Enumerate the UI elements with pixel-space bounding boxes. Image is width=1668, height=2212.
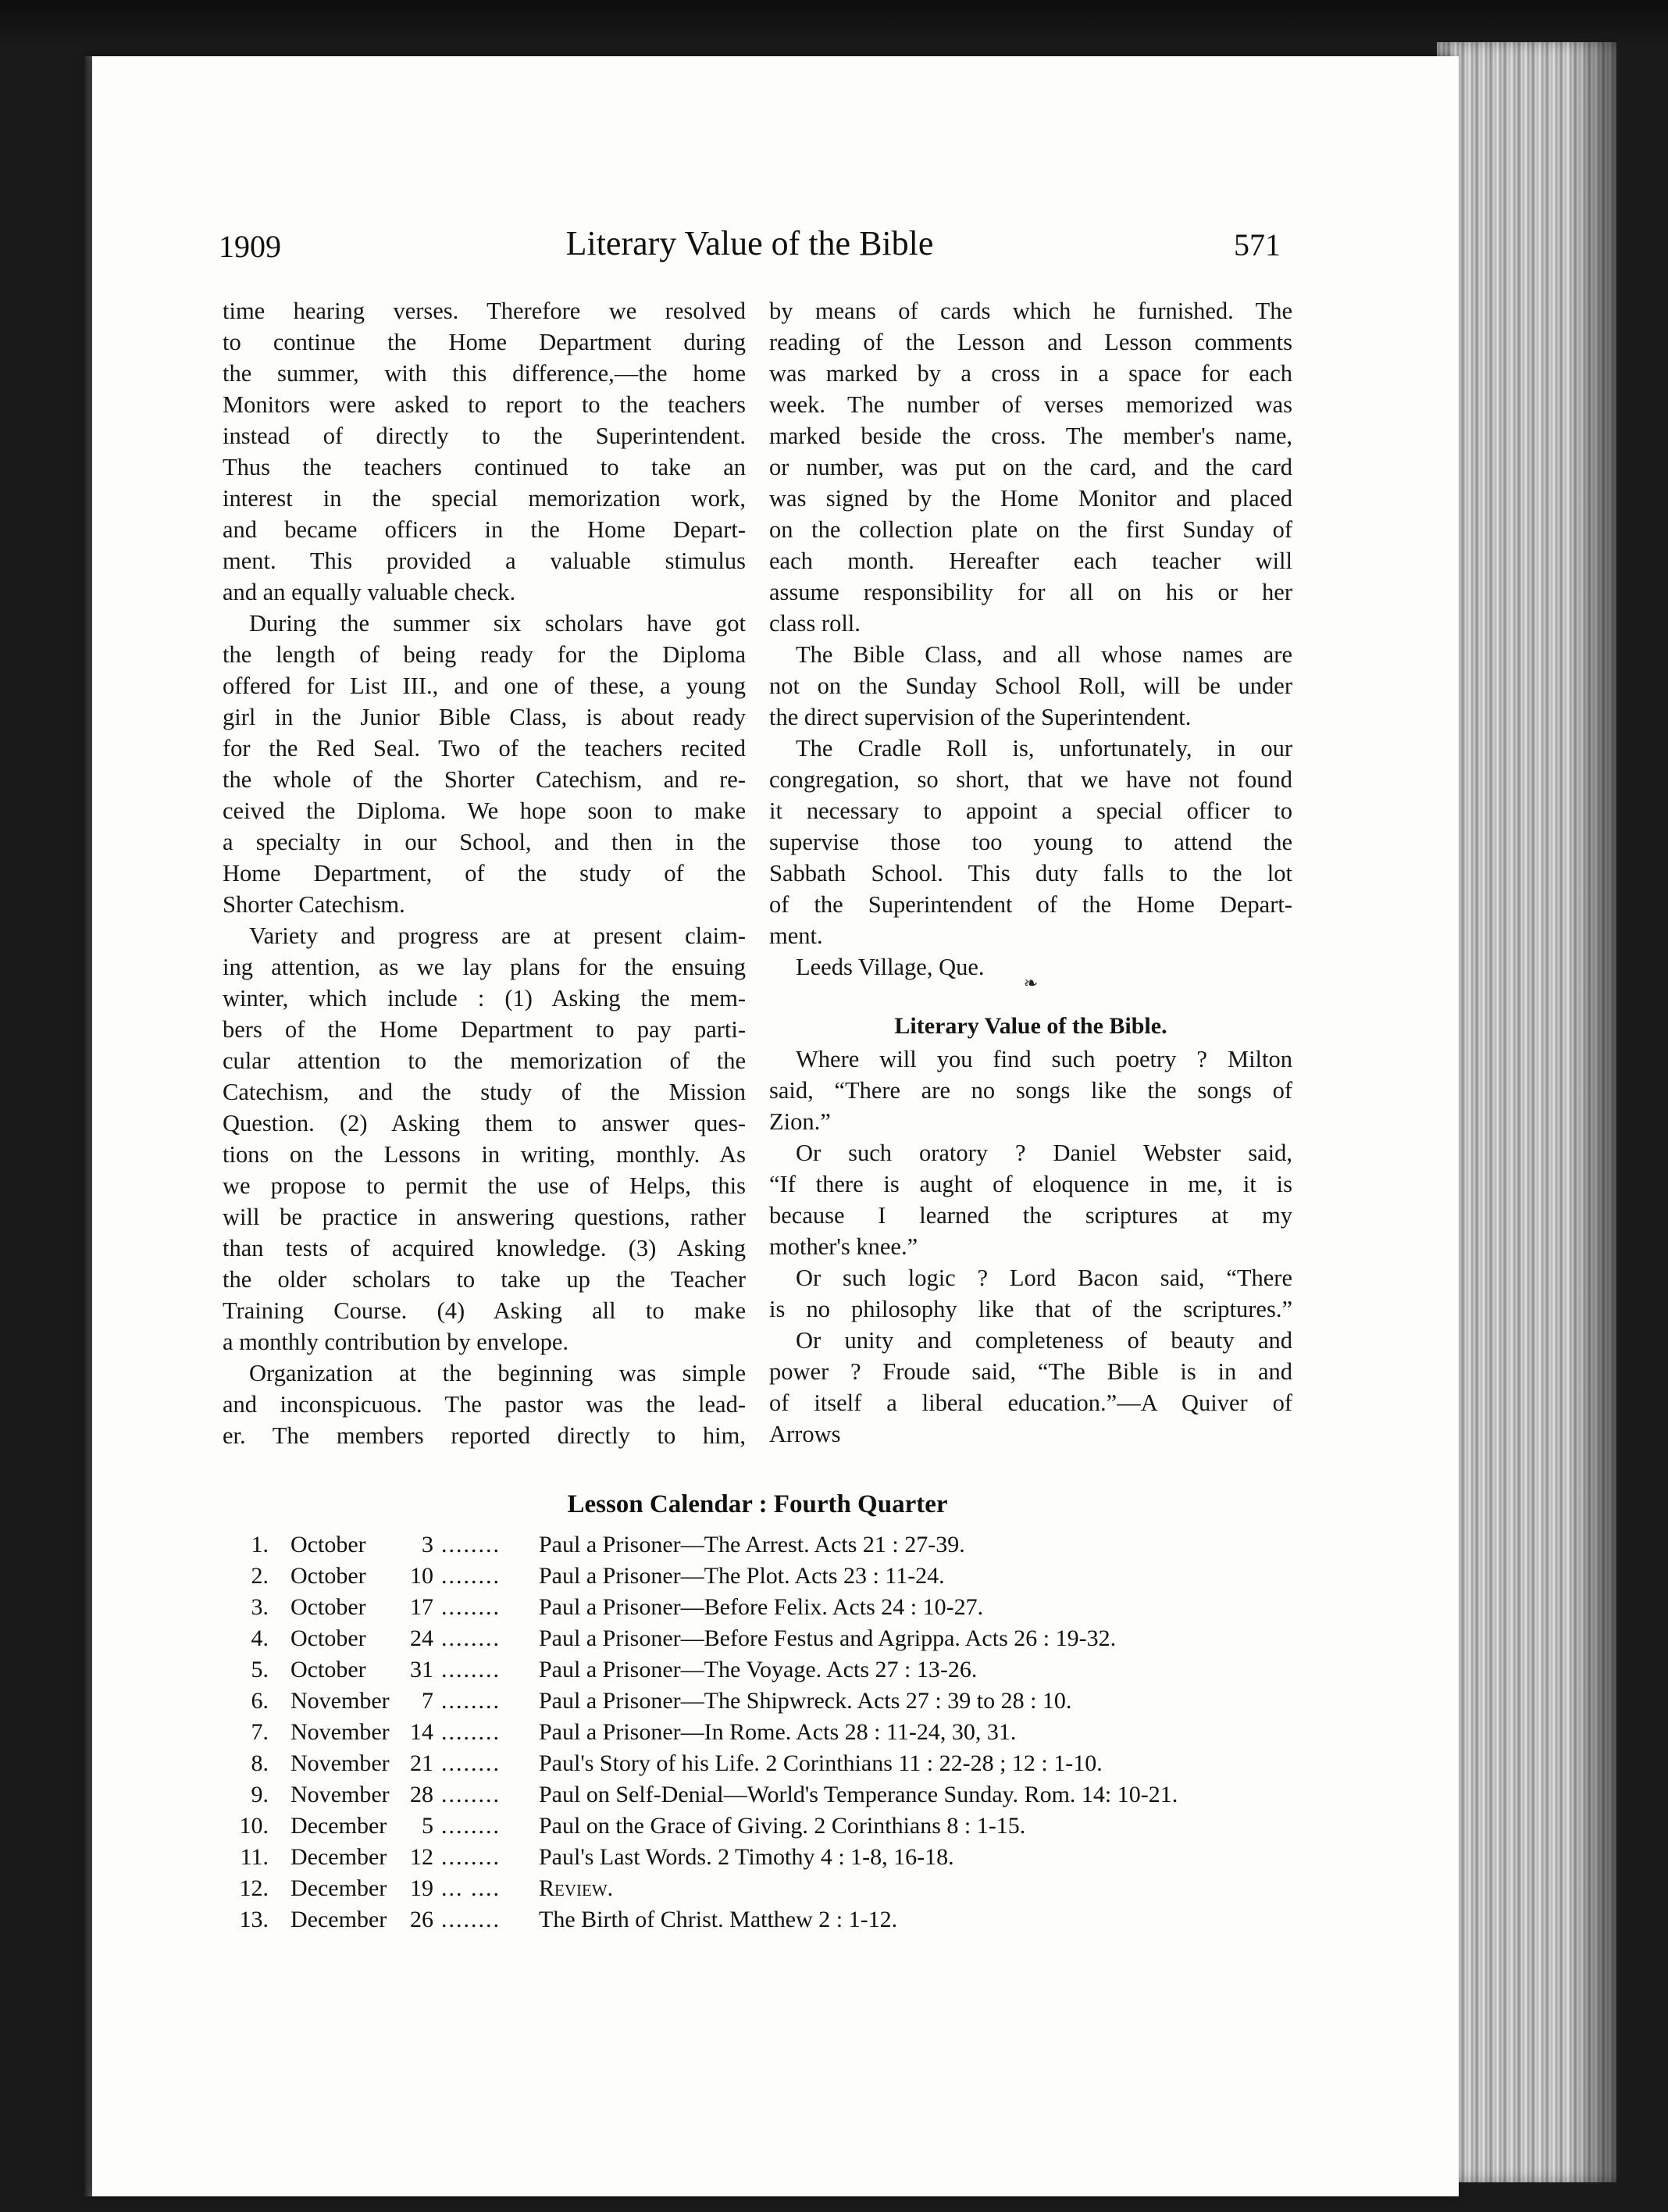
lesson-number: 8. bbox=[251, 1750, 269, 1776]
text-line: girl in the Junior Bible Class, is about ready bbox=[223, 704, 746, 730]
text-line: a specialty in our School, and then in the bbox=[223, 829, 746, 855]
text-line: The Bible Class, and all whose names are bbox=[796, 641, 1292, 668]
leader-dots: ........ bbox=[441, 1657, 501, 1682]
text-line: Training Course. (4) Asking all to make bbox=[223, 1297, 746, 1324]
text-line: er. The members reported directly to him, bbox=[223, 1422, 746, 1449]
lesson-title: Paul a Prisoner—In Rome. Acts 28 : 11-24, 30, 31. bbox=[539, 1719, 1017, 1745]
text-line: the older scholars to take up the Teacher bbox=[223, 1266, 746, 1293]
right-column bbox=[769, 295, 1292, 1450]
text-line: class roll. bbox=[769, 610, 861, 637]
text-line: will be practice in answering questions, rather bbox=[223, 1204, 746, 1230]
text-line: Organization at the beginning was simple bbox=[249, 1360, 746, 1386]
calendar-row bbox=[226, 1811, 1304, 1842]
left-column bbox=[223, 295, 746, 1451]
text-line: was signed by the Home Monitor and placed bbox=[769, 485, 1292, 512]
lesson-title: Paul on the Grace of Giving. 2 Corinthians 8 : 1-15. bbox=[539, 1813, 1026, 1839]
text-line: on the collection plate on the first Sunday of bbox=[769, 516, 1292, 543]
article-text bbox=[769, 1044, 1292, 1450]
leader-dots: ........ bbox=[441, 1750, 501, 1776]
leader-dots: ........ bbox=[441, 1813, 501, 1839]
lesson-day: 21 bbox=[410, 1750, 433, 1776]
text-line: because I learned the scriptures at my bbox=[769, 1202, 1292, 1229]
text-line: Arrows bbox=[769, 1421, 841, 1447]
lesson-calendar bbox=[226, 1529, 1304, 1936]
header-title: Literary Value of the Bible bbox=[565, 224, 934, 262]
lesson-month: October bbox=[290, 1532, 366, 1557]
leader-dots: ........ bbox=[441, 1844, 501, 1870]
text-line: is no philosophy like that of the scriptures.” bbox=[769, 1296, 1292, 1322]
text-line: ment. bbox=[769, 922, 823, 949]
lesson-day: 19 bbox=[410, 1875, 433, 1901]
leader-dots: ........ bbox=[441, 1594, 501, 1620]
calendar-row bbox=[226, 1748, 1304, 1779]
calendar-title: Lesson Calendar : Fourth Quarter bbox=[567, 1490, 948, 1518]
text-line: said, “There are no songs like the songs of bbox=[769, 1077, 1292, 1104]
lesson-number: 5. bbox=[251, 1657, 269, 1682]
calendar-row bbox=[226, 1686, 1304, 1717]
text-line: ment. This provided a valuable stimulus bbox=[223, 548, 746, 574]
lesson-number: 2. bbox=[251, 1563, 269, 1589]
calendar-row bbox=[226, 1623, 1304, 1654]
lesson-number: 11. bbox=[240, 1844, 269, 1870]
lesson-day: 10 bbox=[410, 1563, 433, 1589]
lesson-month: November bbox=[290, 1719, 390, 1745]
text-line: reading of the Lesson and Lesson comments bbox=[769, 329, 1292, 355]
text-line: “If there is aught of eloquence in me, it is bbox=[769, 1171, 1292, 1197]
text-line: Monitors were asked to report to the teachers bbox=[223, 391, 746, 418]
text-line: Where will you find such poetry ? Milton bbox=[796, 1046, 1292, 1072]
text-line: we propose to permit the use of Helps, this bbox=[223, 1172, 746, 1199]
text-line: ceived the Diploma. We hope soon to make bbox=[223, 797, 746, 824]
text-line: mother's knee.” bbox=[769, 1233, 918, 1260]
text-line: time hearing verses. Therefore we resolved bbox=[223, 298, 746, 324]
text-line: Leeds Village, Que. bbox=[796, 954, 985, 980]
text-line: Question. (2) Asking them to answer ques- bbox=[223, 1110, 746, 1136]
text-line: Thus the teachers continued to take an bbox=[223, 454, 746, 480]
text-line: and inconspicuous. The pastor was the lead- bbox=[223, 1391, 746, 1418]
lesson-day: 31 bbox=[410, 1657, 433, 1682]
text-line: marked beside the cross. The member's name, bbox=[769, 423, 1292, 449]
text-line: interest in the special memorization work, bbox=[223, 485, 746, 512]
lesson-day: 26 bbox=[410, 1907, 433, 1932]
header-year: 1909 bbox=[219, 229, 281, 264]
leader-dots: ........ bbox=[441, 1563, 501, 1589]
text-line: week. The number of verses memorized was bbox=[769, 391, 1292, 418]
lesson-day: 28 bbox=[410, 1782, 433, 1807]
leader-dots: ........ bbox=[441, 1719, 501, 1745]
lesson-day: 7 bbox=[422, 1688, 433, 1714]
text-line: the direct supervision of the Superintendent. bbox=[769, 704, 1192, 730]
text-line: Home Department, of the study of the bbox=[223, 860, 746, 887]
text-line: Shorter Catechism. bbox=[223, 891, 405, 918]
text-line: of itself a liberal education.”—A Quiver of bbox=[769, 1390, 1292, 1416]
lesson-title: Paul a Prisoner—Before Felix. Acts 24 : 10-27. bbox=[539, 1594, 984, 1620]
lesson-title: Paul's Story of his Life. 2 Corinthians 11 : 22-28 ; 12 : 1-10. bbox=[539, 1750, 1103, 1776]
lesson-day: 17 bbox=[410, 1594, 433, 1620]
lesson-number: 7. bbox=[251, 1719, 269, 1745]
text-line: for the Red Seal. Two of the teachers recited bbox=[223, 735, 746, 762]
article-subheading: Literary Value of the Bible. bbox=[894, 1013, 1167, 1039]
text-line: each month. Hereafter each teacher will bbox=[769, 548, 1292, 574]
lesson-month: October bbox=[290, 1657, 366, 1682]
text-line: or number, was put on the card, and the card bbox=[769, 454, 1292, 480]
lesson-title: Paul a Prisoner—Before Festus and Agrippa. Acts 26 : 19-32. bbox=[539, 1625, 1117, 1651]
text-line: was marked by a cross in a space for each bbox=[769, 360, 1292, 387]
text-line: congregation, so short, that we have not found bbox=[769, 766, 1292, 793]
book-edge-shadow bbox=[1570, 42, 1616, 2182]
lesson-number: 9. bbox=[251, 1782, 269, 1807]
calendar-row bbox=[226, 1904, 1304, 1936]
lesson-title: Paul's Last Words. 2 Timothy 4 : 1-8, 16-18. bbox=[539, 1844, 954, 1870]
lesson-title: Review. bbox=[539, 1875, 614, 1901]
text-line: the length of being ready for the Diploma bbox=[223, 641, 746, 668]
page-number: 571 bbox=[1234, 227, 1281, 262]
lesson-number: 6. bbox=[251, 1688, 269, 1714]
lesson-month: October bbox=[290, 1625, 366, 1651]
calendar-row bbox=[226, 1717, 1304, 1748]
leader-dots: ........ bbox=[441, 1907, 501, 1932]
text-line: Or such oratory ? Daniel Webster said, bbox=[796, 1140, 1292, 1166]
lesson-day: 3 bbox=[422, 1532, 433, 1557]
leader-dots: ........ bbox=[441, 1532, 501, 1557]
lesson-title: Paul a Prisoner—The Shipwreck. Acts 27 : 39 to 28 : 10. bbox=[539, 1688, 1072, 1714]
text-line: Variety and progress are at present claim- bbox=[249, 922, 746, 949]
lesson-month: December bbox=[290, 1875, 387, 1901]
calendar-row bbox=[226, 1873, 1304, 1904]
text-line: cular attention to the memorization of the bbox=[223, 1047, 746, 1074]
calendar-row bbox=[226, 1592, 1304, 1623]
calendar-row bbox=[226, 1529, 1304, 1561]
leader-dots: ........ bbox=[441, 1688, 501, 1714]
text-line: and an equally valuable check. bbox=[223, 579, 516, 605]
lesson-day: 24 bbox=[410, 1625, 433, 1651]
lesson-month: December bbox=[290, 1907, 387, 1932]
lesson-month: December bbox=[290, 1844, 387, 1870]
text-line: the whole of the Shorter Catechism, and re- bbox=[223, 766, 746, 793]
lesson-month: November bbox=[290, 1688, 390, 1714]
text-line: by means of cards which he furnished. The bbox=[769, 298, 1292, 324]
lesson-month: October bbox=[290, 1594, 366, 1620]
text-line: tions on the Lessons in writing, monthly. As bbox=[223, 1141, 746, 1168]
text-line: Or such logic ? Lord Bacon said, “There bbox=[796, 1265, 1292, 1291]
calendar-row bbox=[226, 1654, 1304, 1686]
text-line: the summer, with this difference,—the home bbox=[223, 360, 746, 387]
text-line: Sabbath School. This duty falls to the lot bbox=[769, 860, 1292, 887]
text-line: a monthly contribution by envelope. bbox=[223, 1329, 569, 1355]
leader-dots: ........ bbox=[441, 1782, 501, 1807]
lesson-month: October bbox=[290, 1563, 366, 1589]
lesson-number: 13. bbox=[239, 1907, 269, 1932]
text-line: offered for List III., and one of these, a young bbox=[223, 673, 746, 699]
text-line: power ? Froude said, “The Bible is in and bbox=[769, 1358, 1292, 1385]
text-line: and became officers in the Home Depart- bbox=[223, 516, 746, 543]
lesson-day: 14 bbox=[410, 1719, 433, 1745]
leader-dots: ... .... bbox=[441, 1875, 501, 1901]
lesson-number: 3. bbox=[251, 1594, 269, 1620]
text-line: instead of directly to the Superintendent. bbox=[223, 423, 746, 449]
text-line: assume responsibility for all on his or her bbox=[769, 579, 1292, 605]
text-line: Catechism, and the study of the Mission bbox=[223, 1079, 746, 1105]
calendar-row bbox=[226, 1779, 1304, 1811]
text-line: bers of the Home Department to pay parti- bbox=[223, 1016, 746, 1043]
lesson-title: The Birth of Christ. Matthew 2 : 1-12. bbox=[539, 1907, 898, 1932]
lesson-title: Paul a Prisoner—The Arrest. Acts 21 : 27-39. bbox=[539, 1532, 965, 1557]
text-line: of the Superintendent of the Home Depart- bbox=[769, 891, 1292, 918]
right-column-text bbox=[769, 295, 1292, 983]
text-line: to continue the Home Department during bbox=[223, 329, 746, 355]
text-line: Or unity and completeness of beauty and bbox=[796, 1327, 1292, 1354]
text-line: winter, which include : (1) Asking the mem- bbox=[223, 985, 746, 1011]
ornament-icon: ❧ bbox=[1023, 973, 1039, 993]
lesson-title: Paul a Prisoner—The Voyage. Acts 27 : 13-26. bbox=[539, 1657, 978, 1682]
lesson-month: November bbox=[290, 1782, 390, 1807]
lesson-number: 4. bbox=[251, 1625, 269, 1651]
lesson-number: 1. bbox=[251, 1532, 269, 1557]
text-line: not on the Sunday School Roll, will be under bbox=[769, 673, 1292, 699]
text-line: Zion.” bbox=[769, 1108, 831, 1135]
lesson-title: Paul a Prisoner—The Plot. Acts 23 : 11-24. bbox=[539, 1563, 945, 1589]
text-line: During the summer six scholars have got bbox=[249, 610, 746, 637]
lesson-month: November bbox=[290, 1750, 390, 1776]
lesson-number: 12. bbox=[239, 1875, 269, 1901]
text-line: than tests of acquired knowledge. (3) Asking bbox=[223, 1235, 746, 1261]
running-header bbox=[219, 223, 1281, 273]
calendar-row bbox=[226, 1561, 1304, 1592]
text-line: ing attention, as we lay plans for the ensuing bbox=[223, 954, 746, 980]
text-line: The Cradle Roll is, unfortunately, in our bbox=[796, 735, 1292, 762]
lesson-month: December bbox=[290, 1813, 387, 1839]
calendar-row bbox=[226, 1842, 1304, 1873]
text-line: it necessary to appoint a special officer to bbox=[769, 797, 1292, 824]
leader-dots: ........ bbox=[441, 1625, 501, 1651]
text-line: supervise those too young to attend the bbox=[769, 829, 1292, 855]
lesson-number: 10. bbox=[239, 1813, 269, 1839]
lesson-day: 12 bbox=[410, 1844, 433, 1870]
lesson-title: Paul on Self-Denial—World's Temperance Sunday. Rom. 14: 10-21. bbox=[539, 1782, 1178, 1807]
lesson-day: 5 bbox=[422, 1813, 433, 1839]
